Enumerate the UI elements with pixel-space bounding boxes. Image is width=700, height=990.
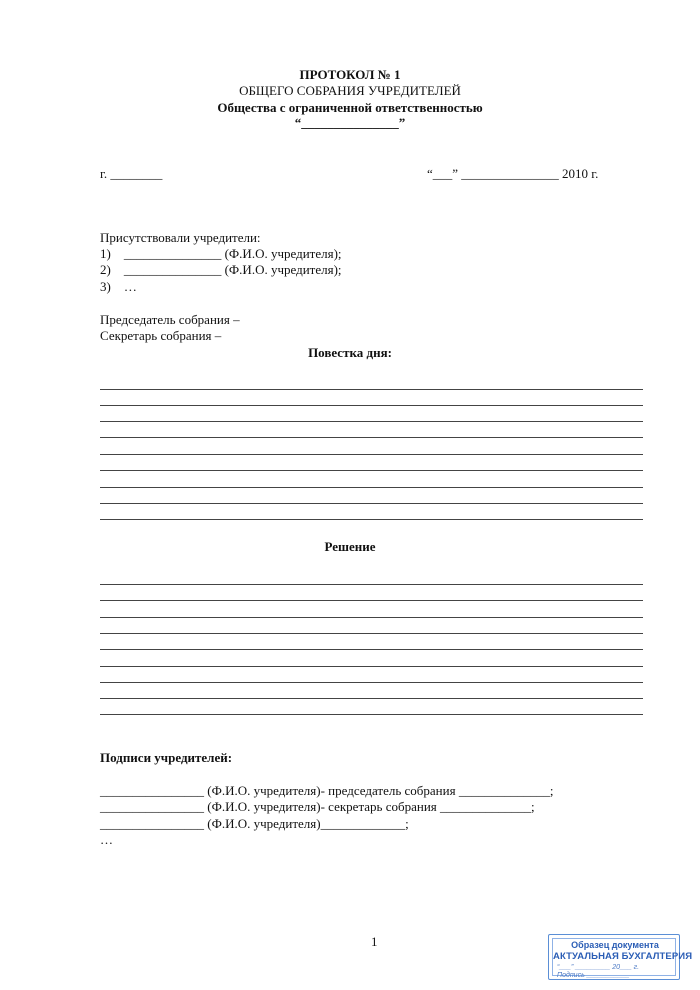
stamp-brand: АКТУАЛЬНАЯ БУХГАЛТЕРИЯ bbox=[553, 951, 693, 962]
signature-line-secretary: ________________ (Ф.И.О. учредителя)- секретарь собрания ______________; bbox=[100, 799, 535, 814]
city-field: г. ________ bbox=[100, 166, 163, 181]
blank-line bbox=[100, 633, 643, 634]
blank-line bbox=[100, 503, 643, 504]
blank-line bbox=[100, 617, 643, 618]
signature-line-founder: ________________ (Ф.И.О. учредителя)_____________; bbox=[100, 816, 409, 831]
date-field: “___” _______________ 2010 г. bbox=[427, 166, 599, 181]
blank-line bbox=[100, 714, 643, 715]
attendee-line: 2) _______________ (Ф.И.О. учредителя); bbox=[100, 262, 342, 277]
blank-line bbox=[100, 487, 643, 488]
protocol-title: ПРОТОКОЛ № 1 bbox=[299, 67, 401, 82]
blank-line bbox=[100, 600, 643, 601]
stamp-signature: Подпись ___________ bbox=[557, 972, 630, 979]
stamp-label: Образец документа bbox=[571, 940, 659, 950]
blank-line bbox=[100, 389, 643, 390]
decision-heading: Решение bbox=[324, 539, 376, 554]
agenda-heading: Повестка дня: bbox=[308, 345, 392, 360]
page-number: 1 bbox=[371, 934, 378, 949]
blank-line bbox=[100, 682, 643, 683]
blank-line bbox=[100, 519, 643, 520]
blank-line bbox=[100, 454, 643, 455]
attendee-line: 1) _______________ (Ф.И.О. учредителя); bbox=[100, 246, 342, 261]
attendee-line: 3) … bbox=[100, 279, 137, 294]
stamp-border bbox=[552, 938, 693, 979]
protocol-subtitle: ОБЩЕГО СОБРАНИЯ УЧРЕДИТЕЛЕЙ bbox=[239, 83, 461, 98]
blank-line bbox=[100, 421, 643, 422]
sample-document-stamp bbox=[548, 934, 693, 980]
chairman-line: Председатель собрания – bbox=[100, 312, 240, 327]
company-name-field: “_______________” bbox=[294, 115, 406, 130]
blank-line bbox=[100, 698, 643, 699]
blank-line bbox=[100, 405, 643, 406]
blank-line bbox=[100, 470, 643, 471]
signature-ellipsis: … bbox=[100, 832, 113, 847]
secretary-line: Секретарь собрания – bbox=[100, 328, 222, 343]
signature-line-chairman: ________________ (Ф.И.О. учредителя)- председатель собрания ______________; bbox=[100, 783, 554, 798]
company-type-line: Общества с ограниченной ответственностью bbox=[217, 100, 483, 115]
blank-line bbox=[100, 666, 643, 667]
blank-line bbox=[100, 649, 643, 650]
blank-line bbox=[100, 584, 643, 585]
blank-line bbox=[100, 437, 643, 438]
attendees-heading: Присутствовали учредители: bbox=[100, 230, 261, 245]
stamp-date: “___” _________ 20___ г. bbox=[557, 964, 640, 971]
signatures-heading: Подписи учредителей: bbox=[100, 750, 233, 765]
